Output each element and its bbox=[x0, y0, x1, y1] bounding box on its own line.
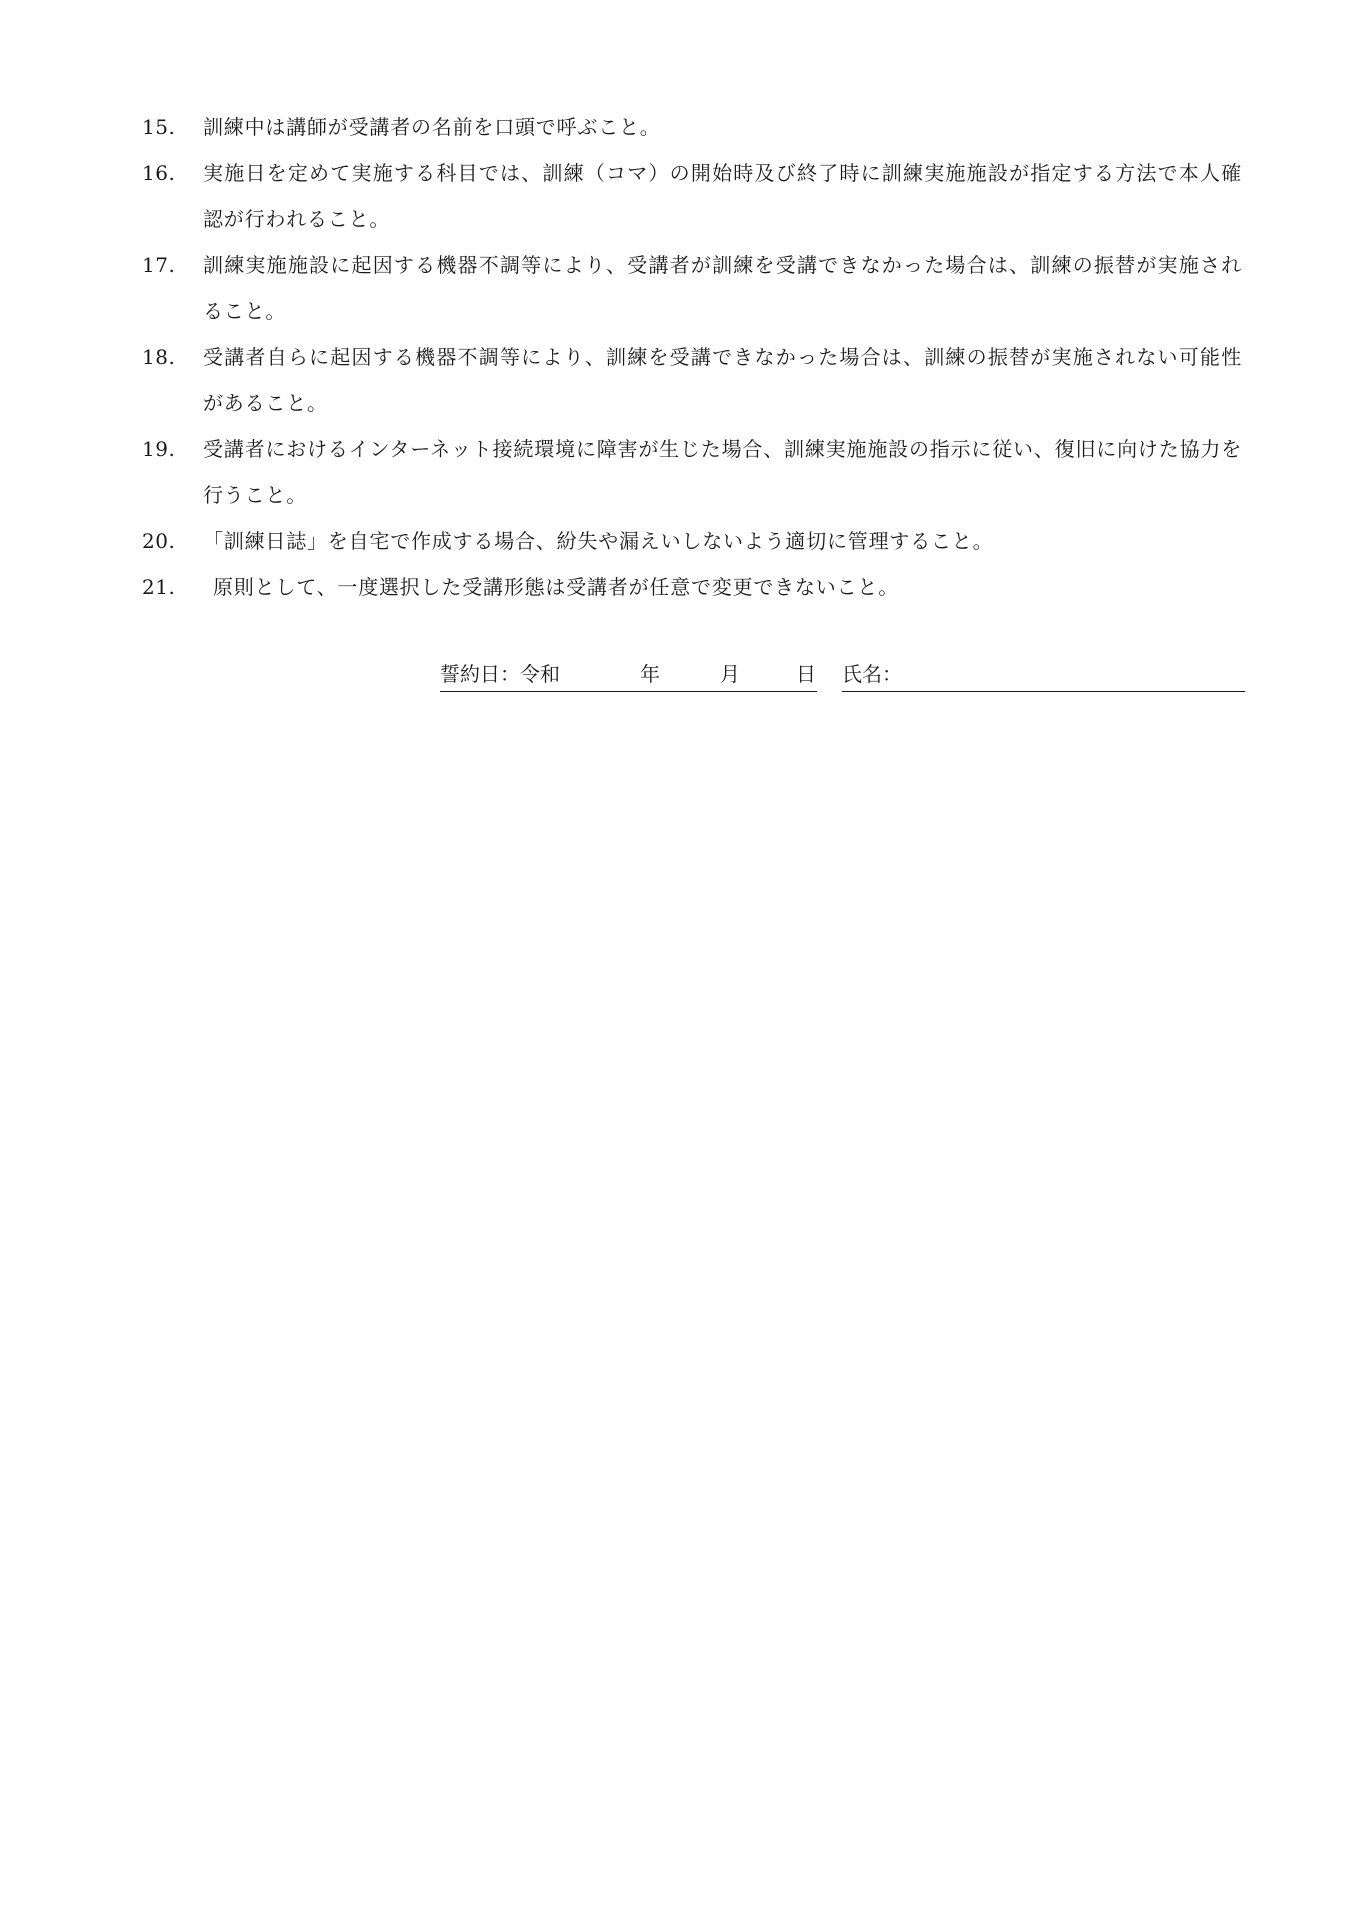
list-item bbox=[142, 104, 1242, 150]
year-label: 年 bbox=[640, 662, 660, 686]
item-text: 「訓練日誌」を自宅で作成する場合、紛失や漏えいしないよう適切に管理すること。 bbox=[203, 529, 994, 553]
list-item bbox=[142, 426, 1242, 518]
item-number: 18. bbox=[142, 345, 176, 369]
pledge-list bbox=[142, 104, 1242, 610]
item-text: 訓練実施施設に起因する機器不調等により、受講者が訓練を受講できなかった場合は、訓練の振替が実施されること。 bbox=[203, 253, 1242, 323]
list-item bbox=[142, 564, 1242, 610]
pledge-date-label: 誓約日：令和 bbox=[440, 662, 560, 686]
item-number: 21. bbox=[142, 575, 176, 599]
item-text: 訓練中は講師が受講者の名前を口頭で呼ぶこと。 bbox=[203, 115, 661, 139]
list-item bbox=[142, 242, 1242, 334]
list-item bbox=[142, 518, 1242, 564]
signature-block bbox=[440, 656, 1245, 696]
list-item bbox=[142, 334, 1242, 426]
item-number: 20. bbox=[142, 529, 176, 553]
item-number: 19. bbox=[142, 437, 176, 461]
item-number: 15. bbox=[142, 115, 176, 139]
month-label: 月 bbox=[720, 662, 740, 686]
name-field[interactable] bbox=[842, 656, 1245, 692]
day-label: 日 bbox=[796, 662, 816, 686]
item-text: 受講者自らに起因する機器不調等により、訓練を受講できなかった場合は、訓練の振替が実施されない可能性があること。 bbox=[203, 345, 1242, 415]
item-number: 16. bbox=[142, 161, 176, 185]
list-item bbox=[142, 150, 1242, 242]
item-text: 実施日を定めて実施する科目では、訓練（コマ）の開始時及び終了時に訓練実施施設が指定する方法で本人確認が行われること。 bbox=[203, 161, 1242, 231]
item-text: 原則として、一度選択した受講形態は受講者が任意で変更できないこと。 bbox=[213, 575, 899, 599]
name-label: 氏名： bbox=[842, 662, 902, 686]
pledge-date-field[interactable] bbox=[440, 656, 817, 692]
item-text: 受講者におけるインターネット接続環境に障害が生じた場合、訓練実施施設の指示に従い、復旧に向けた協力を行うこと。 bbox=[203, 437, 1242, 507]
item-number: 17. bbox=[142, 253, 176, 277]
